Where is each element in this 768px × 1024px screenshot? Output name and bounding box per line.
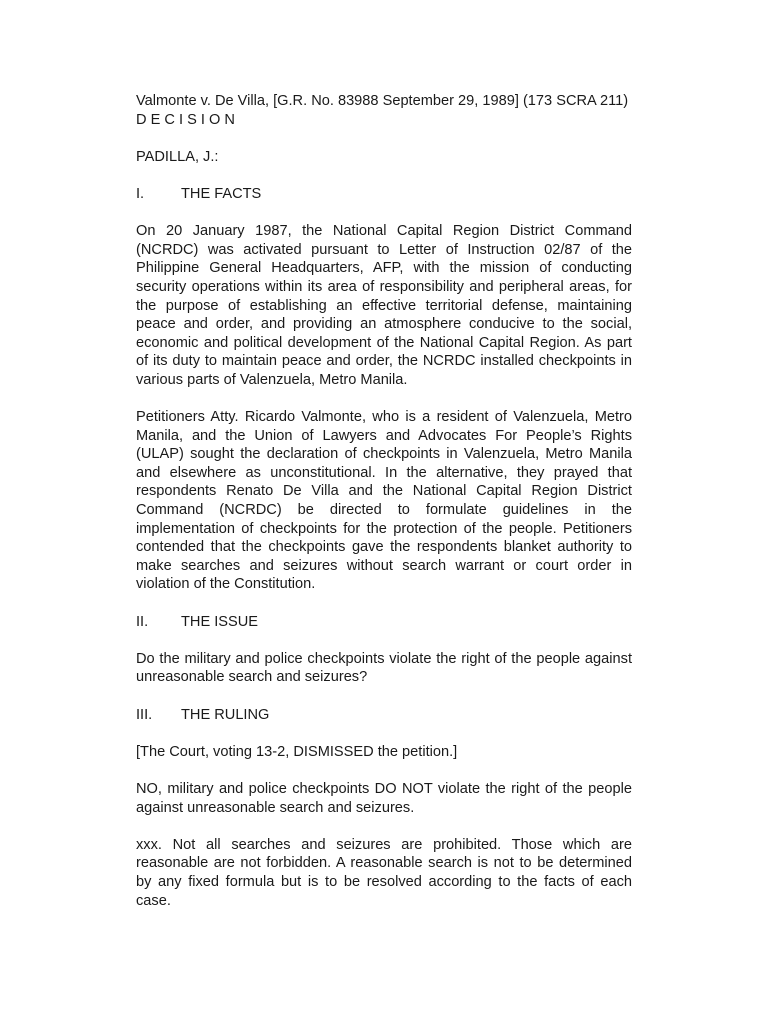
issue-paragraph: Do the military and police checkpoints violate the right of the people against unreasonable search and seizures?: [136, 650, 632, 686]
ruling-answer: NO, military and police checkpoints DO NOT violate the right of the people against unreasonable search and seizures.: [136, 780, 632, 816]
facts-paragraph: On 20 January 1987, the National Capital Region District Command (NCRDC) was activated pursuant to Letter of Instruction 02/87 of the Philippine General Headquarters, AFP, with the mission of conducting security operations within its area of responsibility and peripheral areas, for the purpose of establishing an effective territorial defense, maintaining peace and order, and providing an atmosphere conducive to the social, economic and political development of the National Capital Region. As part of its duty to maintain peace and order, the NCRDC installed checkpoints in various parts of Valenzuela, Metro Manila.: [136, 223, 632, 388]
case-citation: Valmonte v. De Villa, [G.R. No. 83988 September 29, 1989] (173 SCRA 211): [136, 93, 629, 109]
section-heading-ruling: [136, 706, 632, 725]
ponente: PADILLA, J.:: [136, 148, 219, 165]
section-number: II.: [136, 613, 149, 630]
document-body: [136, 92, 632, 910]
section-heading-facts: [136, 185, 632, 204]
section-heading-issue: [136, 613, 632, 632]
decision-label: D E C I S I O N: [136, 111, 235, 128]
section-number: I.: [136, 185, 145, 202]
section-number: III.: [136, 706, 153, 723]
ruling-paragraph: xxx. Not all searches and seizures are prohibited. Those which are reasonable are not forbidden. A reasonable search is not to be determined by any fixed formula but is to be resolved according to the facts of each case.: [136, 836, 632, 909]
section-title: THE FACTS: [181, 185, 262, 202]
section-title: THE RULING: [181, 706, 270, 723]
section-title: THE ISSUE: [181, 613, 259, 630]
ruling-vote: [The Court, voting 13-2, DISMISSED the petition.]: [136, 743, 458, 760]
facts-paragraph: Petitioners Atty. Ricardo Valmonte, who is a resident of Valenzuela, Metro Manila, and the Union of Lawyers and Advocates For People’s Rights (ULAP) sought the declaration of checkpoints in Valenzuela, Metro Manila and elsewhere as unconstitutional. In the alternative, they prayed that respondents Renato De Villa and the National Capital Region District Command (NCRDC) be directed to formulate guidelines in the implementation of checkpoints for the protection of the people. Petitioners contended that the checkpoints gave the respondents blanket authority to make searches and seizures without search warrant or court order in violation of the Constitution.: [136, 409, 632, 593]
